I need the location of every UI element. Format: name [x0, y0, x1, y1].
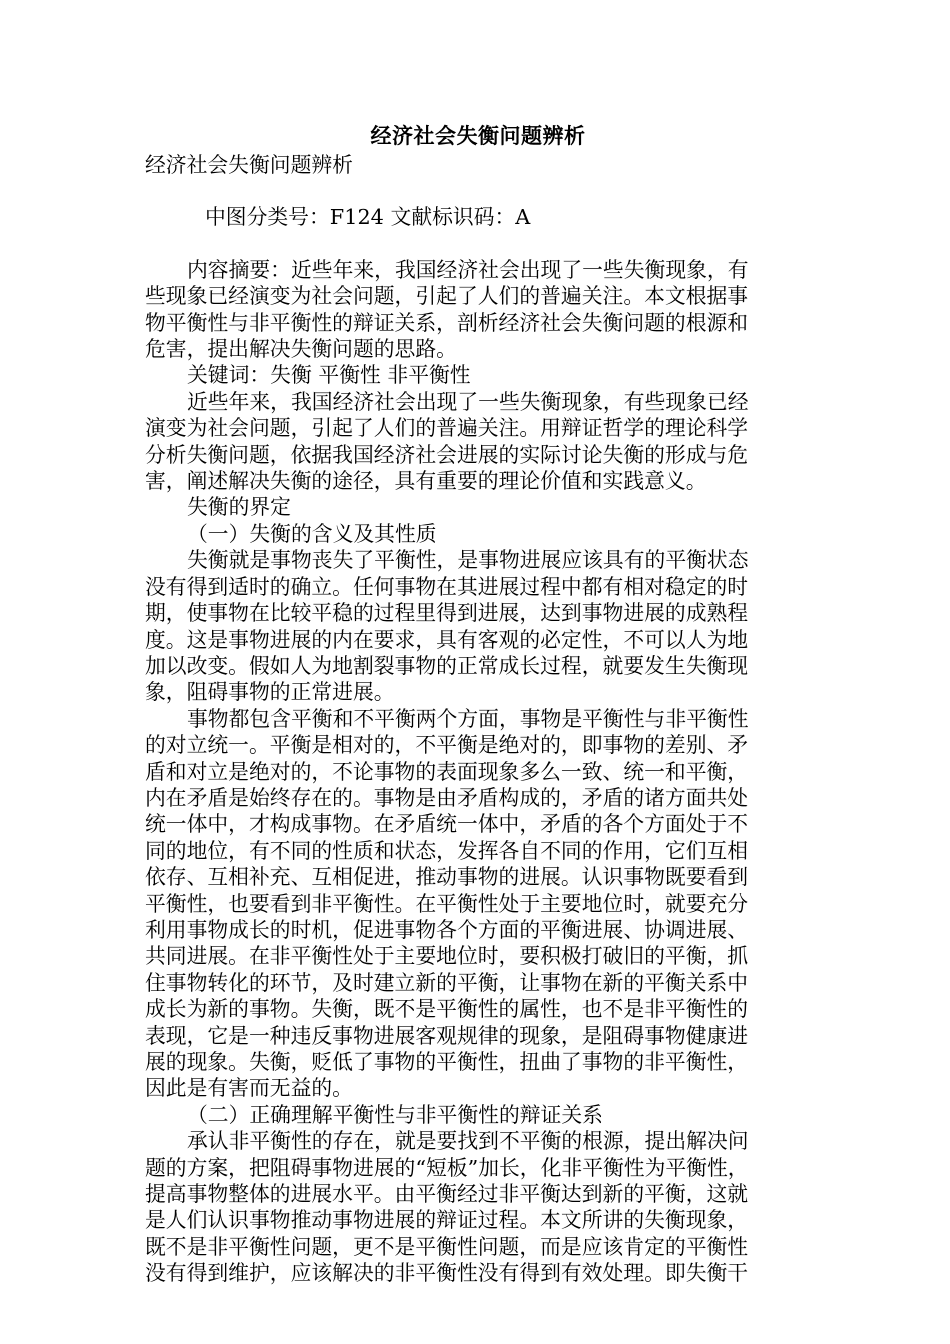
text-line: 因此是有害而无益的。	[145, 1076, 353, 1101]
text-line: 加以改变。假如人为地割裂事物的正常成长过程，就要发生失衡现	[145, 653, 749, 678]
keywords-line: 关键词：失衡 平衡性 非平衡性	[187, 363, 471, 388]
text-line: 害，阐述解决失衡的途径，具有重要的理论价值和实践意义。	[145, 469, 707, 494]
text-line: 依存、互相补充、互相促进，推动事物的进展。认识事物既要看到	[145, 865, 749, 890]
text-line: 象，阻碍事物的正常进展。	[145, 680, 395, 705]
text-line: 统一体中，才构成事物。在矛盾统一体中，矛盾的各个方面处于不	[145, 812, 749, 837]
text-line: 表现，它是一种违反事物进展客观规律的现象，是阻碍事物健康进	[145, 1023, 749, 1048]
body-paragraph-1	[145, 547, 811, 705]
text-line: 期，使事物在比较平稳的过程里得到进展，达到事物进展的成熟程	[145, 601, 749, 626]
body-paragraph-2	[145, 706, 811, 1102]
text-line: 内在矛盾是始终存在的。事物是由矛盾构成的，矛盾的诸方面共处	[145, 785, 749, 810]
text-line: 盾和对立是绝对的，不论事物的表面现象多么一致、统一和平衡，	[145, 759, 749, 784]
text-line: 些现象已经演变为社会问题，引起了人们的普遍关注。本文根据事	[145, 284, 749, 309]
text-line: 承认非平衡性的存在，就是要找到不平衡的根源，提出解决问	[187, 1129, 749, 1154]
subsection-heading-1: （一）失衡的含义及其性质	[187, 521, 437, 546]
text-line: 失衡就是事物丧失了平衡性，是事物进展应该具有的平衡状态	[187, 548, 749, 573]
text-line: 内容摘要：近些年来，我国经济社会出现了一些失衡现象，有	[187, 257, 749, 282]
text-line: 物平衡性与非平衡性的辩证关系，剖析经济社会失衡问题的根源和	[145, 310, 749, 335]
document-title: 经济社会失衡问题辨析	[370, 123, 586, 148]
text-line: 利用事物成长的时机，促进事物各个方面的平衡进展、协调进展、	[145, 917, 749, 942]
text-line: 成长为新的事物。失衡，既不是平衡性的属性，也不是非平衡性的	[145, 997, 749, 1022]
abstract-paragraph	[145, 257, 811, 363]
text-line: 同的地位，有不同的性质和状态，发挥各自不同的作用，它们互相	[145, 838, 749, 863]
subsection-heading-2: （二）正确理解平衡性与非平衡性的辩证关系	[187, 1102, 603, 1127]
classification-line: 中图分类号：F124 文献标识码：A	[205, 205, 531, 230]
text-line: 度。这是事物进展的内在要求，具有客观的必定性，不可以人为地	[145, 627, 749, 652]
text-line: 的对立统一。平衡是相对的，不平衡是绝对的，即事物的差别、矛	[145, 733, 749, 758]
text-line: 既不是非平衡性问题，更不是平衡性问题，而是应该肯定的平衡性	[145, 1234, 749, 1259]
text-line: 平衡性，也要看到非平衡性。在平衡性处于主要地位时，就要充分	[145, 891, 749, 916]
document-page	[145, 120, 811, 1287]
text-line: 展的现象。失衡，贬低了事物的平衡性，扭曲了事物的非平衡性，	[145, 1050, 749, 1074]
text-line: 共同进展。在非平衡性处于主要地位时，要积极打破旧的平衡，抓	[145, 944, 749, 969]
text-line: 演变为社会问题，引起了人们的普遍关注。用辩证哲学的理论科学	[145, 416, 749, 441]
text-line: 事物都包含平衡和不平衡两个方面，事物是平衡性与非平衡性	[187, 706, 749, 731]
text-line: 是人们认识事物推动事物进展的辩证过程。本文所讲的失衡现象，	[145, 1208, 749, 1233]
intro-paragraph	[145, 389, 811, 495]
section-heading: 失衡的界定	[187, 495, 291, 520]
text-line: 提高事物整体的进展水平。由平衡经过非平衡达到新的平衡，这就	[145, 1182, 749, 1207]
text-line: 住事物转化的环节，及时建立新的平衡，让事物在新的平衡关系中	[145, 970, 749, 995]
text-line: 没有得到维护，应该解决的非平衡性没有得到有效处理。即失衡干	[145, 1261, 749, 1286]
body-paragraph-3	[145, 1128, 811, 1286]
blank-line	[145, 231, 811, 257]
document-subtitle: 经济社会失衡问题辨析	[145, 153, 353, 177]
text-line: 题的方案，把阻碍事物进展的“短板”加长，化非平衡性为平衡性，	[145, 1155, 749, 1180]
text-line: 近些年来，我国经济社会出现了一些失衡现象，有些现象已经	[187, 389, 749, 414]
text-line: 没有得到适时的确立。任何事物在其进展过程中都有相对稳定的时	[145, 574, 749, 599]
text-line: 分析失衡问题，依据我国经济社会进展的实际讨论失衡的形成与危	[145, 442, 749, 467]
text-line: 危害，提出解决失衡问题的思路。	[145, 337, 457, 362]
